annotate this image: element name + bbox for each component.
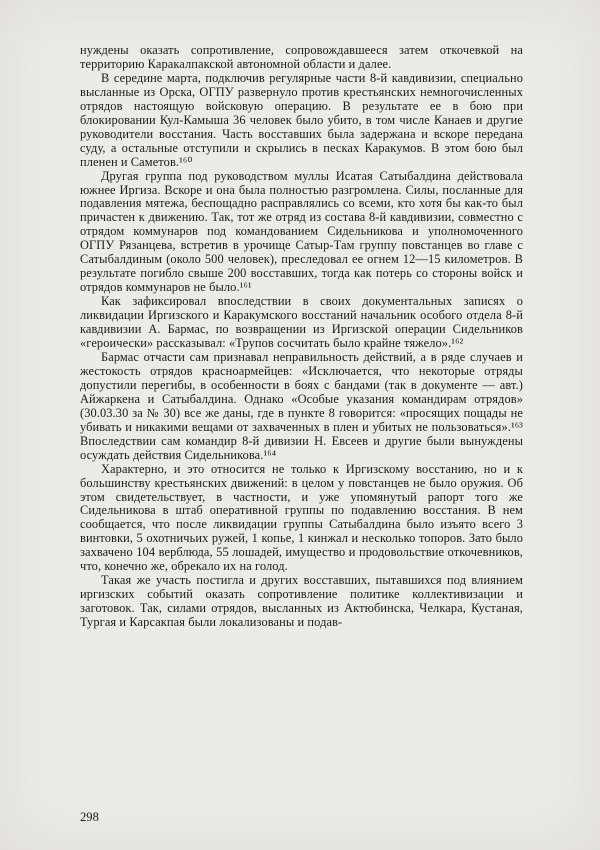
text-block: [80, 44, 523, 630]
paragraph: Как зафиксировал впоследствии в своих документальных записях о ликвидации Иргизского и Каракумского восстаний начальник особого отдела 8-й кавдивизии А. Бармас, по возвращении из Иргизской операции Сидельников «героически» рассказывал: «Трупов сосчитать было крайне тяжело».¹⁶²: [80, 294, 523, 351]
page-number: 298: [80, 810, 99, 824]
paragraph: В середине марта, подключив регулярные части 8-й кавдивизии, специально высланные из Орска, ОГПУ развернуло против крестьянских немногочисленных отрядов настоящую войсковую операцию. В результате ее в бою при блокировании Кул-Камыша 36 человек было убито, в том числе Канаев и другие руководители восстания. Часть восставших была задержана и вскоре передана суду, а остальные отступили и скрылись в песках Каракумов. В этом бою был пленен и Саметов.¹⁶⁰: [80, 70, 523, 169]
paragraph: Бармас отчасти сам признавал неправильность действий, а в ряде случаев и жестокость отрядов красноармейцев: «Исключается, что некоторые отряды допустили перегибы, в особенности в боях с бандами (так в документе — авт.) Айжаркена и Сатыбалдина. Однако «Особые указания командирам отрядов» (30.03.30 за № 30) все же даны, где в пункте 8 говорится: «просящих пощады не убивать и никакими вещами от захваченных в плен и убитых не пользоваться».¹⁶³ Впоследствии сам командир 8-й дивизии Н. Евсеев и другие были вынуждены осуждать действия Сидельникова.¹⁶⁴: [80, 349, 523, 462]
paragraph: Другая группа под руководством муллы Исатая Сатыбалдина действовала южнее Иргиза. Вскоре и она была полностью разгромлена. Силы, посланные для подавления мятежа, беспощадно расправлялись со всеми, кто хотя бы как-то был причастен к движению. Так, тот же отряд из состава 8-й кавдивизии, совместно с отрядом коммунаров под командованием Сидельникова и уполномоченного ОГПУ Рязанцева, встретив в урочище Сатыр-Там группу повстанцев во главе с Сатыбалдиным (около 500 человек), преследовал ее огнем 12—15 километров. В результате погибло свыше 200 восставших, тогда как потерь со стороны войск и отрядов коммунаров не было.¹⁶¹: [80, 168, 523, 295]
paragraph: нуждены оказать сопротивление, сопровождавшееся затем откочевкой на территорию Каракалпакской автономной области и далее.: [80, 43, 523, 71]
paragraph: Такая же участь постигла и других восставших, пытавшихся под влиянием иргизских событий оказать сопротивление политике коллективизации и заготовок. Так, силами отрядов, высланных из Актюбинска, Челкара, Кустаная, Тургая и Карсакпая были локализованы и подав-: [80, 573, 523, 630]
paragraph: Характерно, и это относится не только к Иргизскому восстанию, но и к большинству крестьянских движений: в целом у повстанцев не было оружия. Об этом свидетельствует, в частности, и уже упомянутый рапорт того же Сидельникова в штаб оперативной группы по подавлению восстания. В нем сообщается, что после ликвидации группы Сатыбалдина было изъято всего 3 винтовки, 5 охотничьих ружей, 1 копье, 1 кинжал и несколько топоров. Зато было захвачено 104 верблюда, 55 лошадей, имущество и продовольствие откочевников, что, конечно же, обрекало их на голод.: [80, 461, 523, 574]
